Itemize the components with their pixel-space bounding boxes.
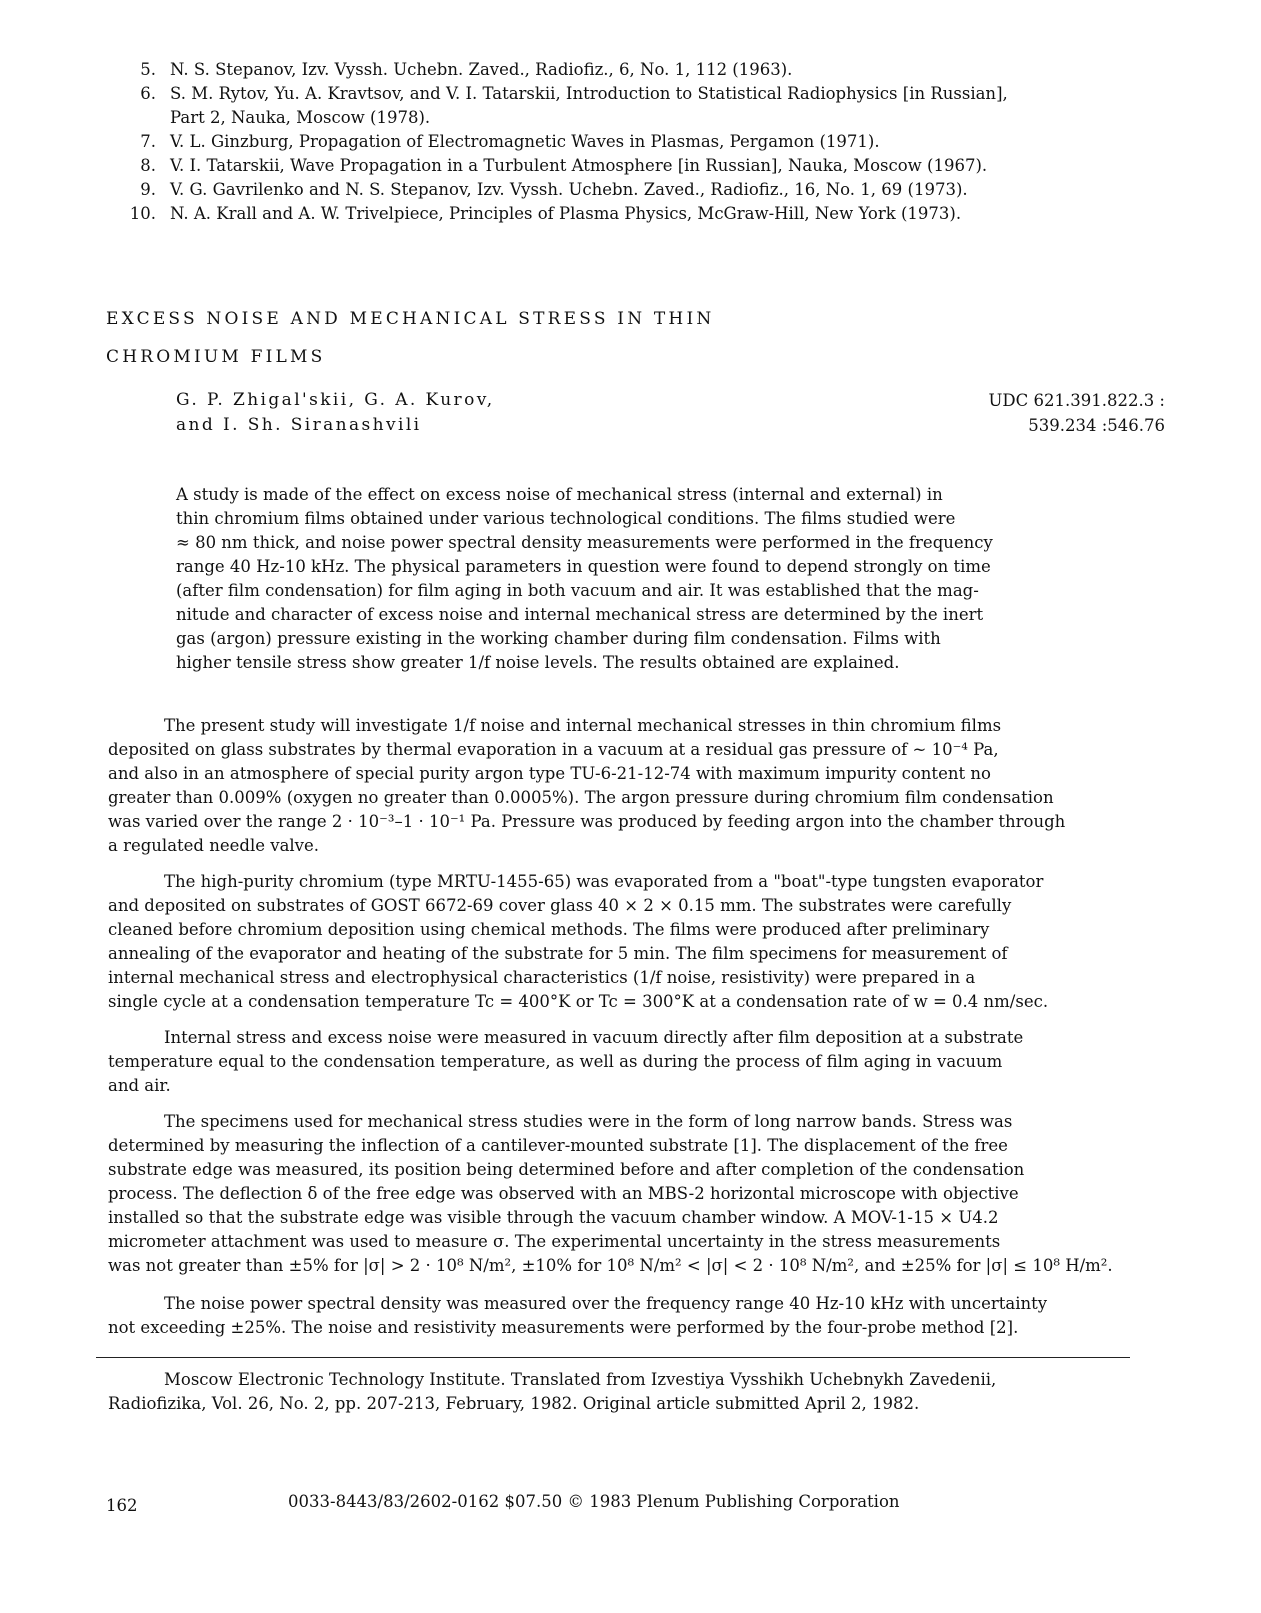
reference-number: 8. <box>140 156 156 175</box>
title-line: CHROMIUM FILMS <box>106 347 326 367</box>
body-line: was varied over the range 2 · 10⁻³–1 · 10⁻¹ Pa. Pressure was produced by feeding argon into the chamber through <box>108 812 1066 831</box>
abstract-line: ≈ 80 nm thick, and noise power spectral density measurements were performed in the frequency <box>176 533 993 552</box>
reference-item <box>108 58 1168 82</box>
footnote-line: Radiofizika, Vol. 26, No. 2, pp. 207-213, February, 1982. Original article submitted April 2, 1982. <box>108 1394 920 1413</box>
reference-text: N. S. Stepanov, Izv. Vyssh. Uchebn. Zaved., Radiofiz., 6, No. 1, 112 (1963). <box>170 60 793 79</box>
body-line: cleaned before chromium deposition using chemical methods. The films were produced after preliminary <box>108 920 990 939</box>
body-line: determined by measuring the inflection of a cantilever-mounted substrate [1]. The displacement of the free <box>108 1136 1008 1155</box>
footnote-line: Moscow Electronic Technology Institute. Translated from Izvestiya Vysshikh Uchebnykh Zavedenii, <box>164 1370 997 1389</box>
body-line: The noise power spectral density was measured over the frequency range 40 Hz-10 kHz with uncertainty <box>164 1294 1048 1313</box>
body-line: annealing of the evaporator and heating of the substrate for 5 min. The film specimens for measurement of <box>108 944 1008 963</box>
body-line: Internal stress and excess noise were measured in vacuum directly after film deposition at a substrate <box>164 1028 1024 1047</box>
reference-item <box>108 178 1168 202</box>
abstract-line: gas (argon) pressure existing in the working chamber during film condensation. Films with <box>176 629 941 648</box>
udc-line: 539.234 :546.76 <box>1028 416 1165 435</box>
authors-line: G. P. Zhigal'skii, G. A. Kurov, <box>176 390 495 410</box>
udc-line: UDC 621.391.822.3 : <box>988 391 1165 410</box>
page-number: 162 <box>106 1496 138 1515</box>
reference-number: 5. <box>140 60 156 79</box>
body-line: substrate edge was measured, its position being determined before and after completion of the condensation <box>108 1160 1025 1179</box>
body-line: temperature equal to the condensation temperature, as well as during the process of film aging in vacuum <box>108 1052 1003 1071</box>
body-line: installed so that the substrate edge was visible through the vacuum chamber window. A MOV-1-15 × U4.2 <box>108 1208 999 1227</box>
reference-item <box>108 106 1168 130</box>
reference-number: 9. <box>140 180 156 199</box>
footnote <box>108 1368 996 1416</box>
body-line: a regulated needle valve. <box>108 836 320 855</box>
body-line: The high-purity chromium (type MRTU-1455-65) was evaporated from a "boat"-type tungsten evaporator <box>164 872 1044 891</box>
body-line: deposited on glass substrates by thermal evaporation in a vacuum at a residual gas pressure of ~ 10⁻⁴ Pa, <box>108 740 999 759</box>
udc-classification <box>988 388 1165 438</box>
authors-line: and I. Sh. Siranashvili <box>176 415 422 435</box>
reference-number: 7. <box>140 132 156 151</box>
footnote-divider <box>96 1357 1130 1358</box>
reference-item <box>108 154 1168 178</box>
reference-text: V. L. Ginzburg, Propagation of Electromagnetic Waves in Plasmas, Pergamon (1971). <box>170 132 880 151</box>
body-paragraph <box>108 870 1048 1014</box>
body-line: not exceeding ±25%. The noise and resistivity measurements were performed by the four-probe method [2]. <box>108 1318 1019 1337</box>
reference-number: 10. <box>129 204 156 223</box>
body-paragraph <box>108 1026 1023 1098</box>
body-line: single cycle at a condensation temperature Tc = 400°K or Tc = 300°K at a condensation rate of w = 0.4 nm/sec. <box>108 992 1049 1011</box>
abstract-line: nitude and character of excess noise and internal mechanical stress are determined by the inert <box>176 605 984 624</box>
body-line: and deposited on substrates of GOST 6672-69 cover glass 40 × 2 × 0.15 mm. The substrates were carefully <box>108 896 1012 915</box>
body-line: was not greater than ±5% for |σ| > 2 · 10⁸ N/m², ±10% for 10⁸ N/m² < |σ| < 2 · 10⁸ N/m², and ±25% for |σ| ≤ 10⁸ H/m². <box>108 1256 1113 1275</box>
reference-text: V. I. Tatarskii, Wave Propagation in a Turbulent Atmosphere [in Russian], Nauka, Moscow (1967). <box>170 156 988 175</box>
body-paragraph <box>108 1292 1047 1340</box>
body-line: process. The deflection δ of the free edge was observed with an MBS-2 horizontal microscope with objective <box>108 1184 1019 1203</box>
reference-item <box>108 202 1168 226</box>
reference-item <box>108 130 1168 154</box>
article-title <box>106 300 714 376</box>
reference-text: N. A. Krall and A. W. Trivelpiece, Principles of Plasma Physics, McGraw-Hill, New York (1973). <box>170 204 962 223</box>
body-paragraph <box>108 714 1065 858</box>
body-line: and also in an atmosphere of special purity argon type TU-6-21-12-74 with maximum impurity content no <box>108 764 991 783</box>
article-authors <box>176 388 495 438</box>
reference-list <box>108 58 1168 226</box>
reference-text: S. M. Rytov, Yu. A. Kravtsov, and V. I. Tatarskii, Introduction to Statistical Radiophysics [in Russian], <box>170 84 1008 103</box>
abstract <box>176 483 1076 675</box>
body-line: and air. <box>108 1076 171 1095</box>
reference-text: Part 2, Nauka, Moscow (1978). <box>170 108 431 127</box>
title-line: EXCESS NOISE AND MECHANICAL STRESS IN THIN <box>106 309 715 329</box>
copyright-line: 0033-8443/83/2602-0162 $07.50 © 1983 Plenum Publishing Corporation <box>288 1492 900 1511</box>
body-line: The present study will investigate 1/f noise and internal mechanical stresses in thin chromium films <box>164 716 1002 735</box>
reference-number: 6. <box>140 84 156 103</box>
abstract-line: range 40 Hz-10 kHz. The physical parameters in question were found to depend strongly on time <box>176 557 991 576</box>
abstract-line: higher tensile stress show greater 1/f noise levels. The results obtained are explained. <box>176 653 900 672</box>
reference-number <box>108 106 170 130</box>
body-line: greater than 0.009% (oxygen no greater than 0.0005%). The argon pressure during chromium film condensation <box>108 788 1054 807</box>
body-line: internal mechanical stress and electrophysical characteristics (1/f noise, resistivity) were prepared in a <box>108 968 976 987</box>
abstract-line: thin chromium films obtained under various technological conditions. The films studied were <box>176 509 956 528</box>
body-line: micrometer attachment was used to measure σ. The experimental uncertainty in the stress measurements <box>108 1232 1001 1251</box>
reference-item <box>108 82 1168 106</box>
body-line: The specimens used for mechanical stress studies were in the form of long narrow bands. Stress was <box>164 1112 1013 1131</box>
abstract-line: A study is made of the effect on excess noise of mechanical stress (internal and external) in <box>176 485 943 504</box>
body-paragraph <box>108 1110 1113 1278</box>
reference-text: V. G. Gavrilenko and N. S. Stepanov, Izv. Vyssh. Uchebn. Zaved., Radiofiz., 16, No. 1, 69 (1973). <box>170 180 968 199</box>
abstract-line: (after film condensation) for film aging in both vacuum and air. It was established that the mag- <box>176 581 979 600</box>
